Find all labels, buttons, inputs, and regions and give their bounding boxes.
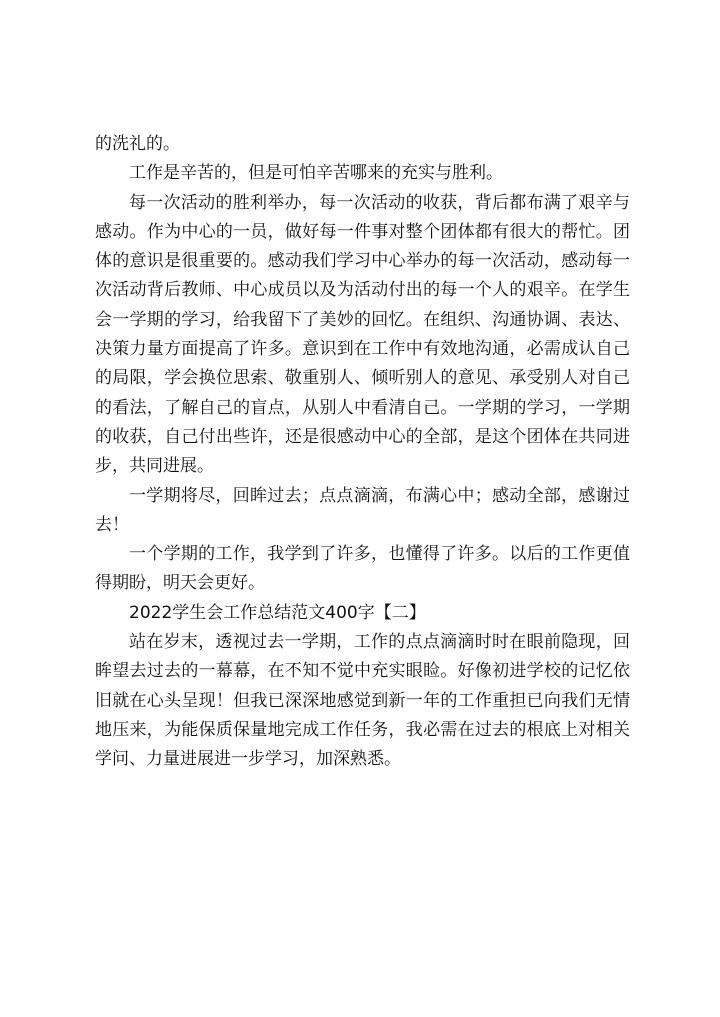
paragraph-activities: 每一次活动的胜利举办，每一次活动的收获，背后都布满了艰辛与感动。作为中心的一员，做好每一件事对整个团体都有很大的帮忙。团体的意识是很重要的。感动我们学习中心举办的每一次活动，感动每一次活动背后教师、中心成员以及为活动付出的每一个人的艰辛。在学生会一学期的学习，给我留下了美妙的回忆。在组织、沟通协调、表达、决策力量方面提高了许多。意识到在工作中有效地沟通，必需成认自己的局限，学会换位思索、敬重别人、倾听别人的意见、承受别人对自己的看法，了解自己的盲点，从别人中看清自己。一学期的学习，一学期的收获，自己付出些许，还是很感动中心的全部，是这个团体在共同进步，共同进展。	[95, 192, 630, 477]
paragraph-continuation: 的洗礼的。	[95, 134, 180, 154]
document-body	[95, 130, 630, 775]
paragraph-learned: 一个学期的工作，我学到了许多，也懂得了许多。以后的工作更值得期盼，明天会更好。	[95, 544, 630, 594]
section-heading: 2022学生会工作总结范文400字【二】	[129, 602, 426, 623]
paragraph-semester-end: 一学期将尽，回眸过去；点点滴滴，布满心中；感动全部，感谢过去！	[95, 485, 630, 535]
paragraph-year-end: 站在岁末，透视过去一学期，工作的点点滴滴时时在眼前隐现，回眸望去过去的一幕幕，在不知不觉中充实眼睑。好像初进学校的记忆依旧就在心头呈现！但我已深深地感觉到新一年的工作重担已向我们无情地压来，为能保质保量地完成工作任务，我必需在过去的根底上对相关学问、力量进展进一步学习，加深熟悉。	[95, 632, 630, 770]
paragraph-work-hardship: 工作是辛苦的，但是可怕辛苦哪来的充实与胜利。	[129, 163, 503, 184]
